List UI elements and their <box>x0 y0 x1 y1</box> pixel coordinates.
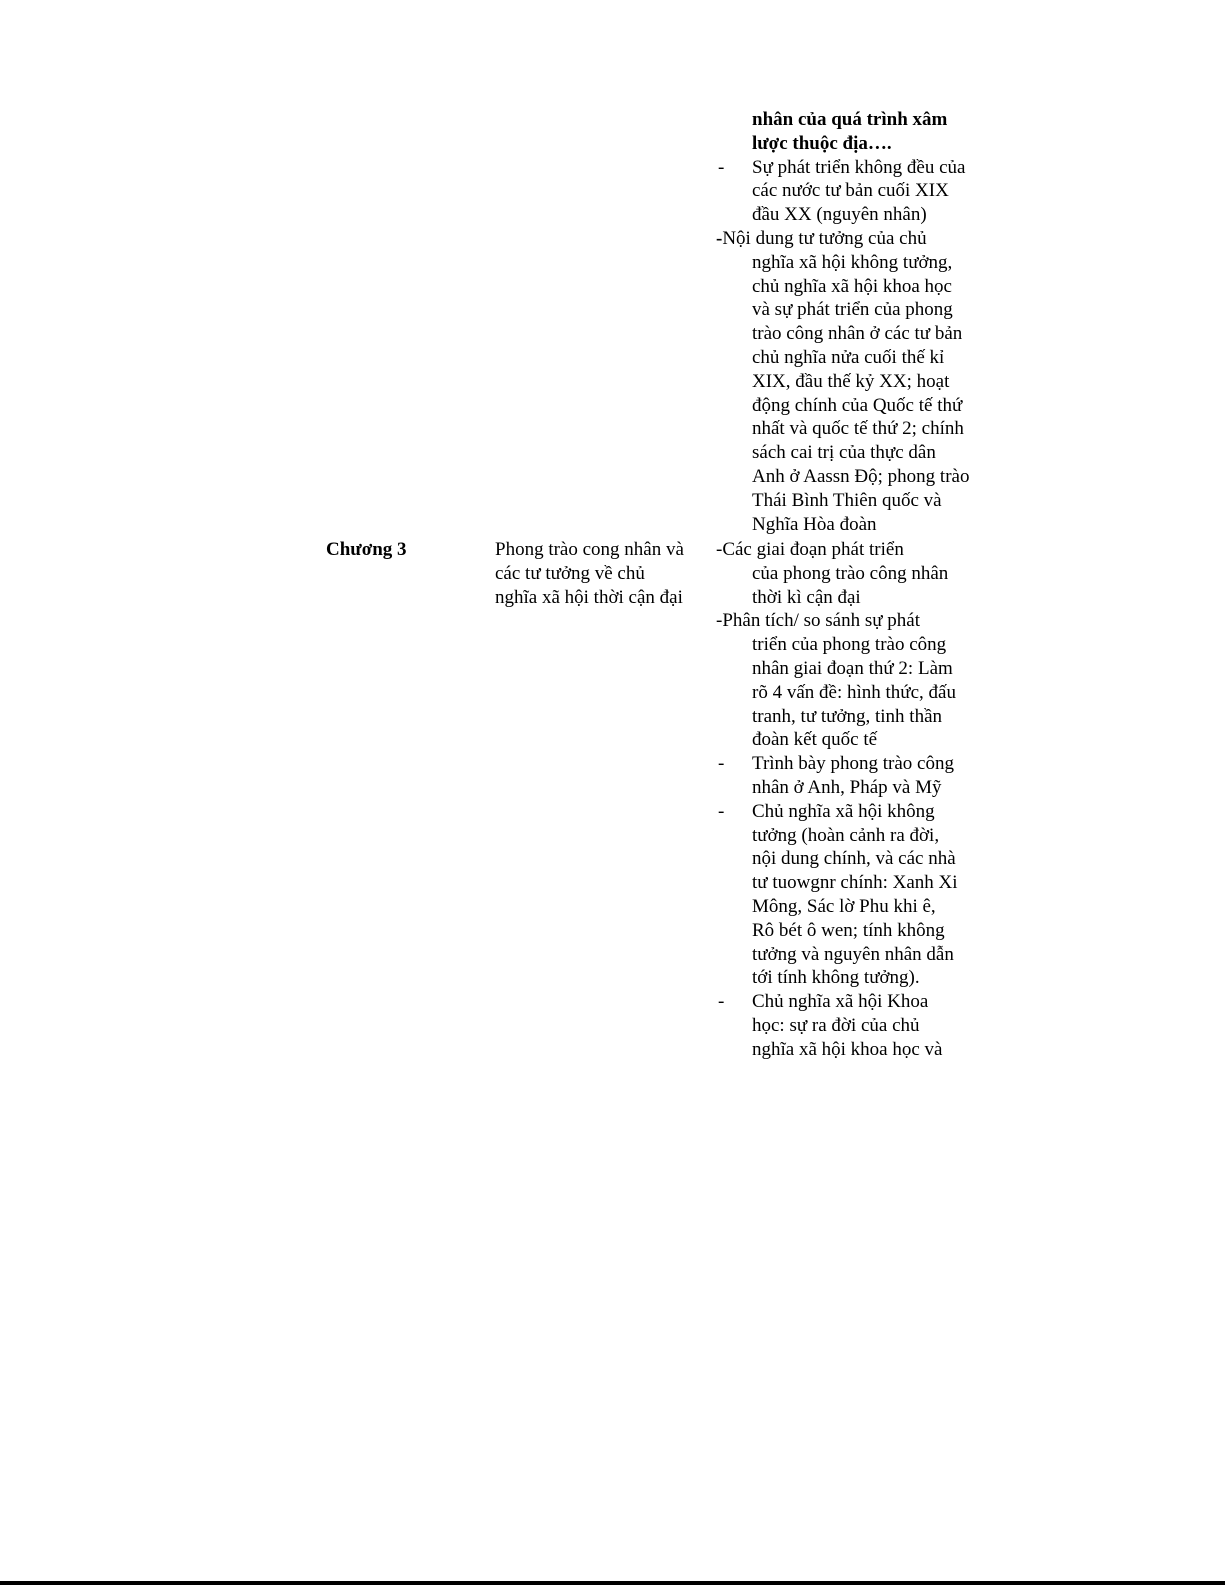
list-item-line: Chủ nghĩa xã hội không <box>752 800 935 822</box>
chapter-title-line: nghĩa xã hội thời cận đại <box>495 586 683 608</box>
list-item-line: nhất và quốc tế thứ 2; chính <box>752 418 964 440</box>
list-item <box>716 227 970 536</box>
list-item-line: và sự phát triển của phong <box>752 299 953 321</box>
list-item-line: Anh ở Aassn Độ; phong trào <box>752 465 970 487</box>
list-dash: - <box>716 610 723 632</box>
list-item-line: tới tính không tưởng). <box>752 967 920 989</box>
chapter-title-cell <box>495 538 684 609</box>
list-item-line: sách cai trị của thực dân <box>752 442 936 464</box>
list-item-line: tưởng (hoàn cảnh ra đời, <box>752 824 940 846</box>
chapter-label-cell <box>326 538 407 562</box>
list-item-line: đầu XX (nguyên nhân) <box>752 204 927 226</box>
list-item-line: Trình bày phong trào công <box>752 753 954 775</box>
list-item-line: trào công nhân ở các tư bản <box>752 323 963 345</box>
list-item-line: Thái Bình Thiên quốc và <box>752 489 942 511</box>
list-item <box>718 752 958 800</box>
list-item-line: nội dung chính, và các nhà <box>752 848 956 870</box>
list-dash: - <box>716 227 723 249</box>
list-item-line: tranh, tư tưởng, tinh thần <box>752 705 943 727</box>
list-item <box>718 990 958 1061</box>
list-item-line: Nội dung tư tưởng của chủ <box>722 227 927 249</box>
list-item-line: rõ 4 vấn đề: hình thức, đấu <box>752 681 956 703</box>
list-item-line: nhân giai đoạn thứ 2: Làm <box>752 657 953 679</box>
continuation-bold-line: nhân của quá trình xâm <box>752 109 948 130</box>
list-dash: - <box>718 753 725 775</box>
page-bottom-border <box>0 1581 1225 1585</box>
list-item <box>718 156 969 227</box>
chapter-label: Chương 3 <box>326 539 407 560</box>
list-item <box>716 538 958 609</box>
list-item-line: XIX, đầu thế kỷ XX; hoạt <box>752 370 950 392</box>
list-item-line: chủ nghĩa nửa cuối thế kỉ <box>752 346 945 368</box>
list-dash: - <box>718 156 725 178</box>
list-item-line: tư tuowgnr chính: Xanh Xi <box>752 872 958 894</box>
list-item-line: thời kì cận đại <box>752 586 861 608</box>
list-item-line: chủ nghĩa xã hội khoa học <box>752 275 952 297</box>
list-item-line: Rô bét ô wen; tính không <box>752 919 945 941</box>
list-item <box>718 800 958 990</box>
list-item-line: nghĩa xã hội không tưởng, <box>752 251 953 273</box>
list-item <box>716 609 958 752</box>
list-item-line: Nghĩa Hòa đoàn <box>752 513 877 535</box>
chapter-title-line: các tư tưởng về chủ <box>495 562 645 584</box>
list-item-line: Các giai đoạn phát triển <box>722 539 904 560</box>
chapter-title-line: Phong trào cong nhân và <box>495 539 684 560</box>
list-item-line: Phân tích/ so sánh sự phát <box>722 610 920 632</box>
list-item-line: Mông, Sác lờ Phu khi ê, <box>752 895 936 917</box>
list-item-line: học: sự ra đời của chủ <box>752 1014 920 1036</box>
list-item-line: Chủ nghĩa xã hội Khoa <box>752 991 929 1013</box>
list-item-line: động chính của Quốc tế thứ <box>752 394 963 416</box>
list-item-line: các nước tư bản cuối XIX <box>752 180 949 202</box>
list-dash: - <box>718 991 725 1013</box>
list-item-line: nghĩa xã hội khoa học và <box>752 1038 943 1060</box>
chapter-content-cell <box>716 538 958 1062</box>
continuation-bold-line: lược thuộc địa…. <box>752 132 892 154</box>
list-item-line: tưởng và nguyên nhân dẫn <box>752 943 954 965</box>
list-item-line: Sự phát triển không đều của <box>752 156 966 178</box>
list-dash: - <box>718 800 725 822</box>
list-item-line: triển của phong trào công <box>752 634 947 656</box>
list-item-line: nhân ở Anh, Pháp và Mỹ <box>752 776 942 798</box>
list-item-line: đoàn kết quốc tế <box>752 729 878 751</box>
list-item-line: của phong trào công nhân <box>752 562 949 584</box>
content-column-continuation <box>716 108 970 536</box>
list-dash: - <box>716 539 723 560</box>
